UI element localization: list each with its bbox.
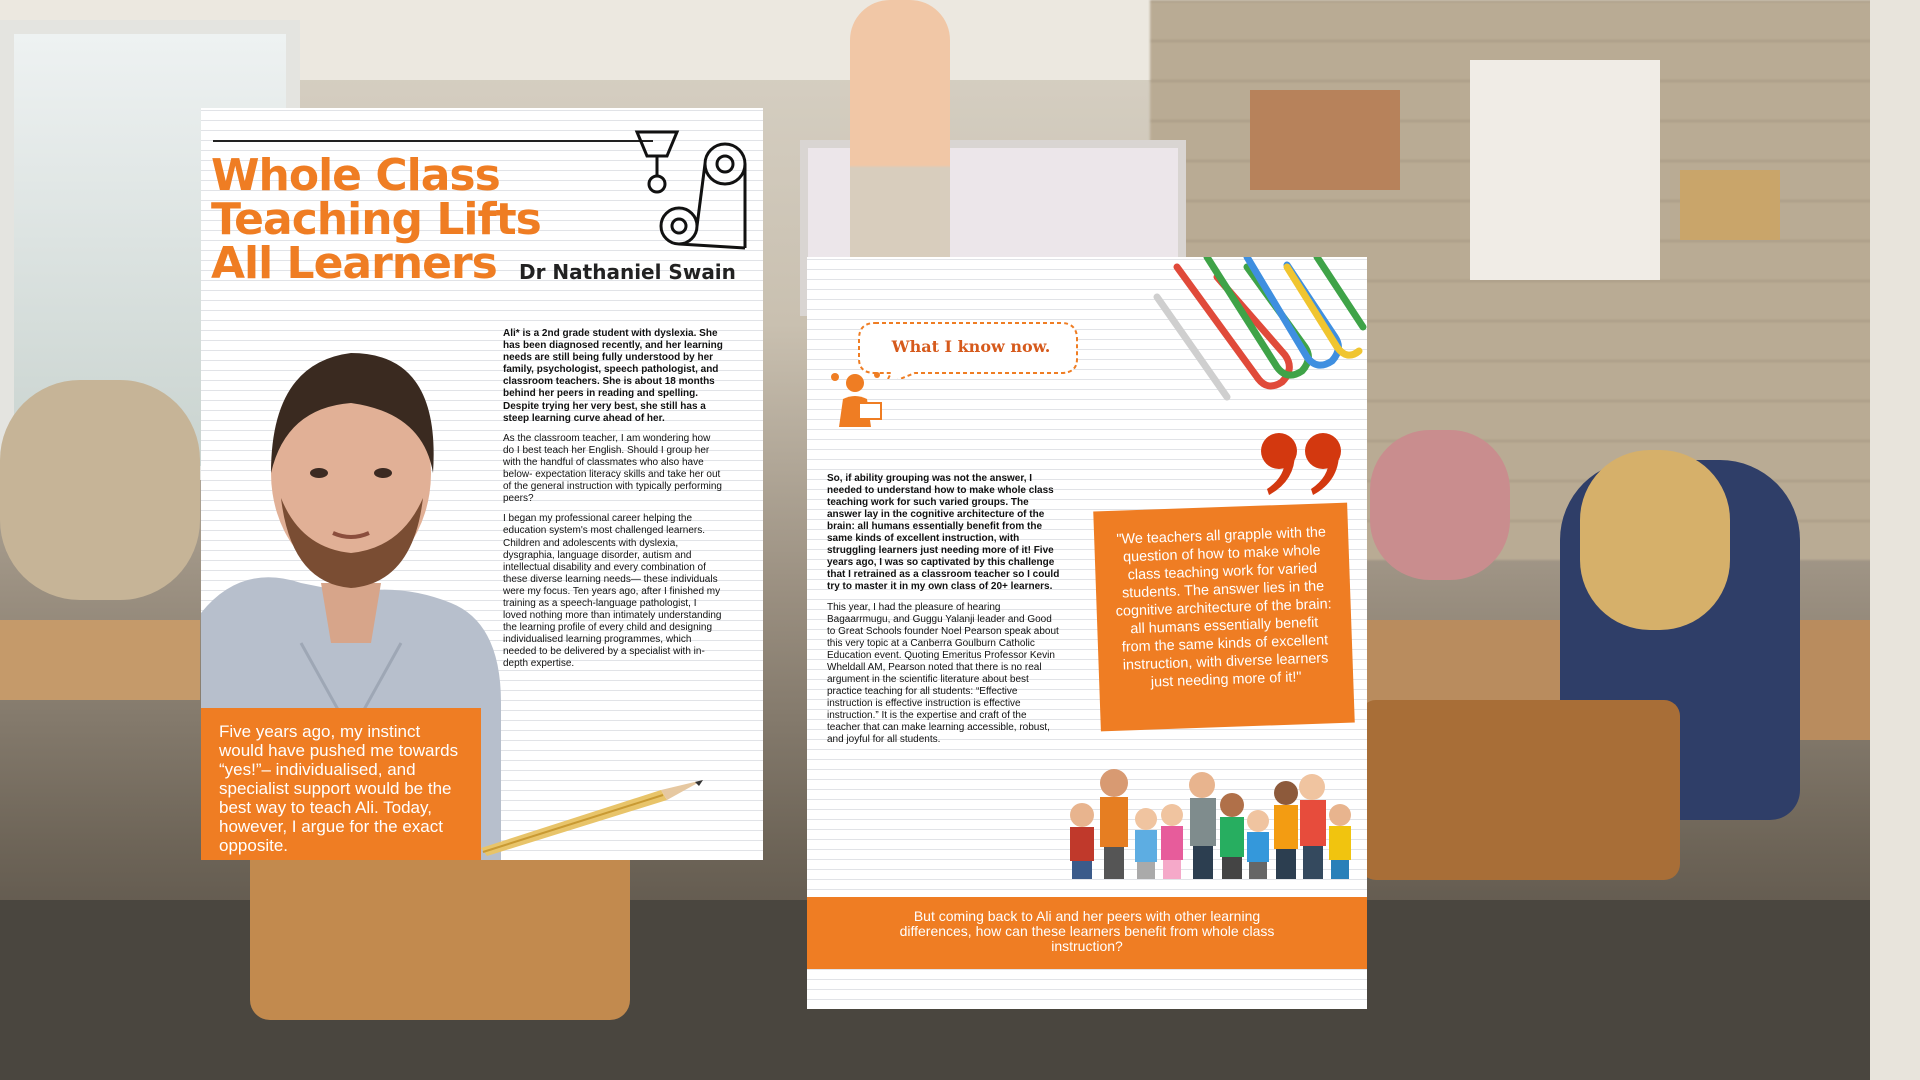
author-name: Dr Nathaniel Swain bbox=[519, 260, 736, 284]
closing-question-bar bbox=[807, 897, 1367, 969]
paperclips-icon bbox=[1137, 257, 1367, 407]
wall-calendar bbox=[1470, 60, 1660, 280]
student bbox=[0, 380, 200, 600]
closing-question-text: But coming back to Ali and her peers with other learning differences, how can these learners benefit from whole class instruction? bbox=[899, 908, 1275, 954]
paragraph: As the classroom teacher, I am wondering how do I best teach her English. Should I group her with the handful of classmates who also have below- expectation literacy skills and take her out of the general instruction with typically performing peers? bbox=[503, 432, 722, 505]
bubble-heading: What I know now. bbox=[891, 337, 1051, 356]
wall-picture bbox=[1680, 170, 1780, 240]
article-page-1 bbox=[201, 108, 763, 860]
student-hair bbox=[1580, 450, 1730, 630]
article-title bbox=[211, 150, 541, 289]
article-page-2 bbox=[807, 257, 1367, 1009]
pulley-icon bbox=[633, 126, 753, 256]
paragraph: I began my professional career helping the education system's most challenged learners. Children and adolescents with dyslexia, dysgraphia, language disorder, autism and intellectual disability and every combination of these diverse learning needs— these individuals were my focus. Ten years ago, after I finished my training as a speech-language pathologist, I loved nothing more than intimately understanding the learning profile of every child and designing individualised learning programmes, which needed to be delivered by a specialist with in-depth expertise. bbox=[503, 513, 722, 670]
paragraph: This year, I had the pleasure of hearing Bagaarrmugu, and Guggu Yalanji leader and Good to Great Schools founder Noel Pearson speak about this very topic at a Canberra Goulburn Catholic Education event. Quoting Emeritus Professor Kevin Wheldall AM, Pearson noted that there is no real argument in the scientific literature about best practice teaching for all students: “Effective instruction is effective instruction is effective instruction.” It is the expertise and craft of the teacher that can make learning accessible, robust, and joyful for all students. bbox=[827, 602, 1059, 745]
student bbox=[1370, 430, 1510, 580]
paragraph: So, if ability grouping was not the answer, I needed to understand how to make whole class teaching work for such varied groups. The answer lay in the cognitive architecture of the brain: all humans essentially benefit from the same kinds of excellent instruction, with struggling learners just needing more of it! Five years ago, I was so captivated by this challenge that I retrained as a classroom teacher so I could try to master it in my own class of 20+ learners. bbox=[827, 473, 1060, 592]
pull-quote-box bbox=[201, 708, 481, 860]
article-body bbox=[827, 473, 1062, 755]
title-line: Whole Class bbox=[211, 150, 500, 201]
children-group-illustration bbox=[1062, 757, 1362, 887]
chair bbox=[1360, 700, 1680, 880]
raised-hand bbox=[850, 0, 950, 300]
paragraph: Ali* is a 2nd grade student with dyslexia. She has been diagnosed recently, and her learning needs are still being fully understood by her family, psychologist, speech pathologist, and classroom teachers. She is about 18 months behind her peers in reading and spelling. Despite trying her very best, she still has a steep learning curve ahead of her. bbox=[503, 328, 723, 424]
title-line: Teaching Lifts bbox=[211, 194, 541, 245]
door-frame bbox=[1870, 0, 1920, 1080]
wall-poster bbox=[1250, 90, 1400, 190]
pencil-icon bbox=[471, 776, 711, 856]
top-rule bbox=[213, 140, 653, 142]
reading-person-icon bbox=[825, 367, 895, 437]
pull-quote-text: "We teachers all grapple with the question of how to make whole class teaching work for varied students. The answer lies in the cognitive architecture of the brain: all humans essentially benefit from the same kinds of excellent instruction, with diverse learners just needing more of it!" bbox=[1115, 524, 1332, 691]
title-line: All Learners bbox=[211, 238, 497, 289]
quote-marks-icon bbox=[1259, 429, 1349, 499]
article-body bbox=[503, 328, 723, 679]
pull-quote-box bbox=[1093, 503, 1355, 732]
desk bbox=[0, 620, 200, 700]
pull-quote-text: Five years ago, my instinct would have pushed me towards “yes!”– individualised, and specialist support would be the best way to teach Ali. Today, however, I argue for the exact opposite. bbox=[219, 722, 459, 855]
